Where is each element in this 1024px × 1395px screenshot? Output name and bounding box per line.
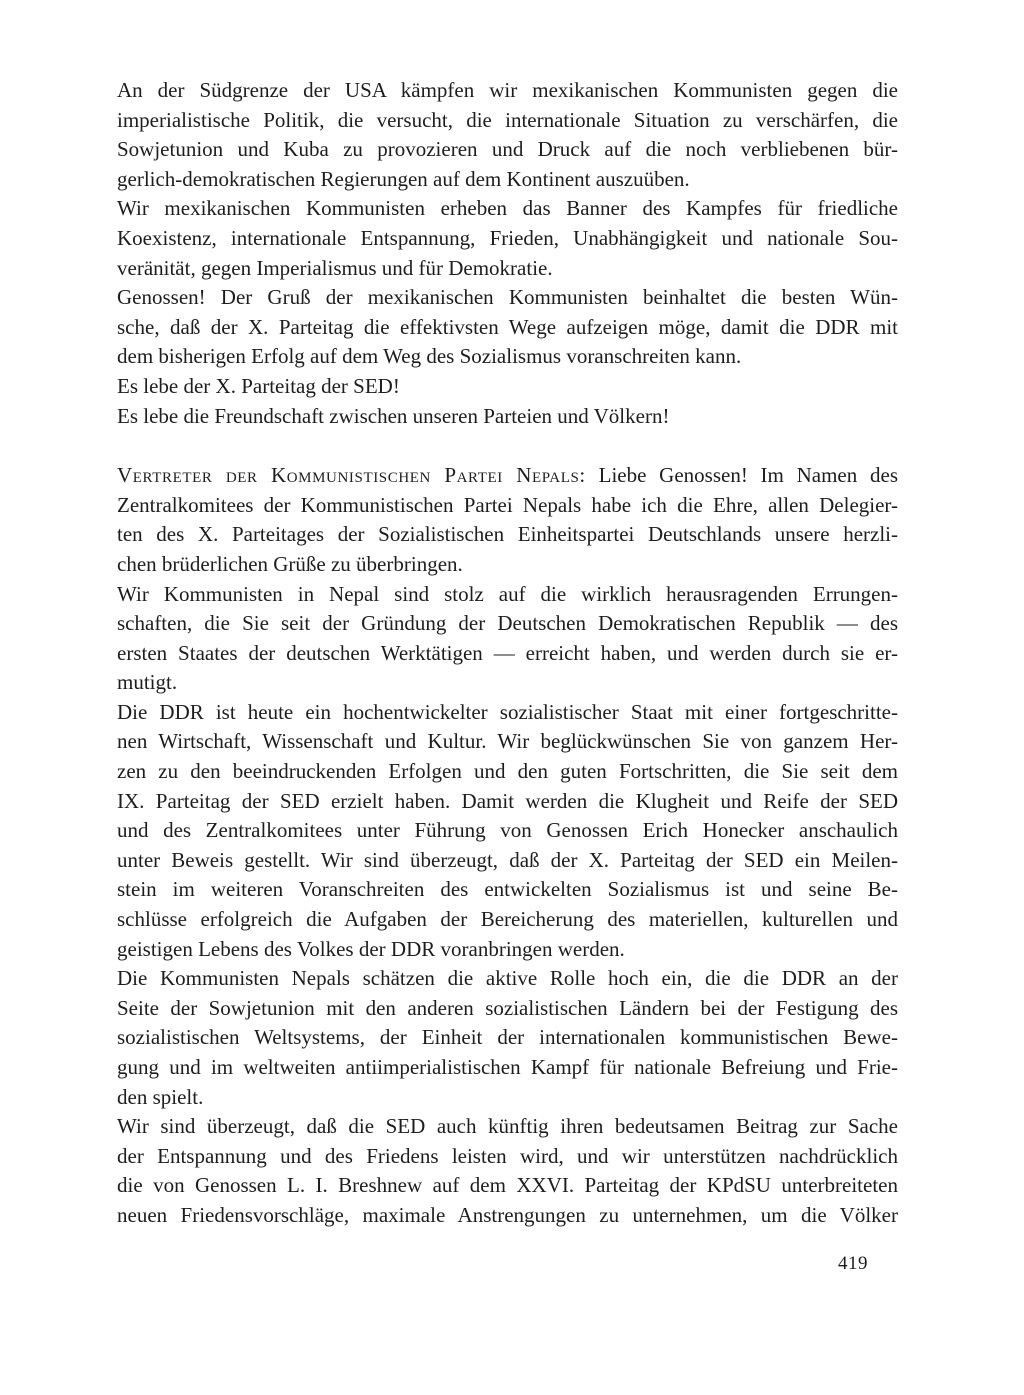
- text-line: Die DDR ist heute ein hochentwickelter sozialistischer Staat mit einer fortgeschritte-: [117, 699, 898, 724]
- text-line: der Entspannung und des Friedens leisten wird, und wir unterstützen nachdrücklich: [117, 1143, 898, 1168]
- text-line: sche, daß der X. Parteitag die effektivsten Wege aufzeigen möge, damit die DDR mit: [117, 314, 898, 339]
- text-line: stein im weiteren Voranschreiten des entwickelten Sozialismus ist und seine Be-: [117, 877, 898, 902]
- paragraph: [117, 964, 898, 1112]
- paragraph: [117, 194, 898, 283]
- paragraph: [117, 402, 898, 432]
- text-line: Wir Kommunisten in Nepal sind stolz auf die wirklich herausragenden Errungen-: [117, 581, 898, 606]
- text-line: Genossen! Der Gruß der mexikanischen Kommunisten beinhaltet die besten Wün-: [117, 285, 898, 310]
- speaker-paragraph: [117, 461, 898, 579]
- section-break: [117, 431, 898, 461]
- speaker-first-line: [117, 461, 898, 491]
- text-line: und des Zentralkomitees unter Führung von Genossen Erich Honecker anschaulich: [117, 818, 898, 843]
- text-line: ten des X. Parteitages der Sozialistischen Einheitspartei Deutschlands unsere herzli-: [117, 522, 898, 547]
- text-line: ersten Staates der deutschen Werktätigen — erreicht haben, und werden durch sie er-: [117, 640, 898, 665]
- text-line: chen brüderlichen Grüße zu überbringen.: [117, 551, 463, 576]
- text-line: Sowjetunion und Kuba zu provozieren und Druck auf die noch verbliebenen bür-: [117, 137, 898, 162]
- section-mexican-greeting: [117, 76, 898, 431]
- text-line: Seite der Sowjetunion mit den anderen sozialistischen Ländern bei der Festigung des: [117, 995, 898, 1020]
- speaker-first-line-rest: Liebe Genossen! Im Namen des: [585, 463, 898, 488]
- text-line: die von Genossen L. I. Breshnew auf dem XXVI. Parteitag der KPdSU unterbreiteten: [117, 1173, 898, 1198]
- text-line: Es lebe die Freundschaft zwischen unseren Parteien und Völkern!: [117, 403, 670, 428]
- text-line: Wir sind überzeugt, daß die SED auch künftig ihren bedeutsamen Beitrag zur Sache: [117, 1114, 898, 1139]
- page-number: 419: [838, 1253, 868, 1274]
- paragraph: [117, 372, 898, 402]
- paragraph: [117, 580, 898, 698]
- paragraph: [117, 76, 898, 194]
- text-line: Koexistenz, internationale Entspannung, Frieden, Unabhängigkeit und nationale Sou-: [117, 225, 898, 250]
- text-line: unter Beweis gestellt. Wir sind überzeugt, daß der X. Parteitag der SED ein Meilen-: [117, 847, 898, 872]
- text-line: geistigen Lebens des Volkes der DDR voranbringen werden.: [117, 936, 625, 961]
- text-line: schaften, die Sie seit der Gründung der Deutschen Demokratischen Republik — des: [117, 611, 898, 636]
- text-line: imperialistische Politik, die versucht, die internationale Situation zu verschärfen, die: [117, 107, 898, 132]
- paragraph: [117, 1112, 898, 1230]
- text-line: An der Südgrenze der USA kämpfen wir mexikanischen Kommunisten gegen die: [117, 78, 898, 102]
- paragraph: [117, 698, 898, 964]
- paragraph: [117, 283, 898, 372]
- section-nepal-greeting: [117, 461, 898, 579]
- text-line: veränität, gegen Imperialismus und für Demokratie.: [117, 255, 553, 280]
- text-line: sozialistischen Weltsystems, der Einheit der internationalen kommunistischen Bewe-: [117, 1025, 898, 1050]
- text-line: Es lebe der X. Parteitag der SED!: [117, 373, 400, 398]
- speaker-label: Vertreter der Kommunistischen Partei Nepals:: [117, 463, 586, 488]
- text-line: dem bisherigen Erfolg auf dem Weg des Sozialismus voranschreiten kann.: [117, 344, 742, 369]
- text-line: neuen Friedensvorschläge, maximale Anstrengungen zu unternehmen, um die Völker: [117, 1202, 898, 1227]
- text-line: IX. Parteitag der SED erzielt haben. Damit werden die Klugheit und Reife der SED: [117, 788, 898, 813]
- speaker-lines: [117, 491, 898, 580]
- text-line: Die Kommunisten Nepals schätzen die aktive Rolle hoch ein, die die DDR an der: [117, 966, 898, 991]
- text-line: gerlich-demokratischen Regierungen auf dem Kontinent auszuüben.: [117, 166, 690, 191]
- text-line: nen Wirtschaft, Wissenschaft und Kultur. Wir beglückwünschen Sie von ganzem Her-: [117, 729, 898, 754]
- text-line: zen zu den beeindruckenden Erfolgen und den guten Fortschritten, die Sie seit dem: [117, 759, 898, 784]
- text-line: mutigt.: [117, 670, 178, 695]
- page-body: [117, 76, 898, 1231]
- text-line: Zentralkomitees der Kommunistischen Partei Nepals habe ich die Ehre, allen Delegier-: [117, 492, 898, 517]
- section-nepal-continued: [117, 580, 898, 1231]
- text-line: gung und im weltweiten antiimperialistischen Kampf für nationale Befreiung und Frie-: [117, 1055, 898, 1079]
- text-line: den spielt.: [117, 1084, 204, 1109]
- text-line: Wir mexikanischen Kommunisten erheben das Banner des Kampfes für friedliche: [117, 196, 898, 221]
- text-line: schlüsse erfolgreich die Aufgaben der Bereicherung des materiellen, kulturellen und: [117, 907, 898, 932]
